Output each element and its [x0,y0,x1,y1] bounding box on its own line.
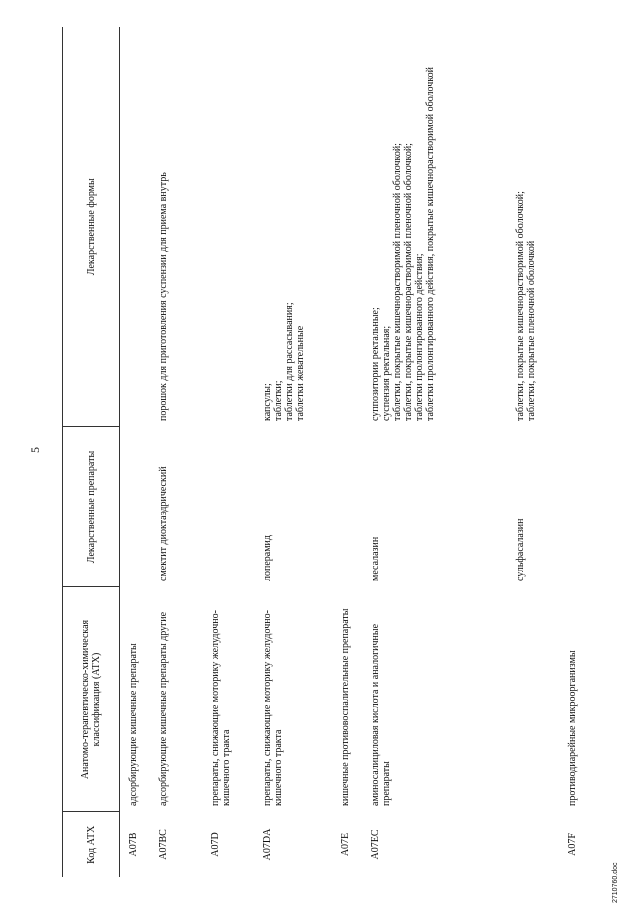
header-forms: Лекарственные формы [63,27,120,427]
table-row [262,27,340,877]
table-row [515,27,567,877]
table-row [340,27,370,877]
row-classification: адсорбирующие кишечные препараты [128,643,139,806]
row-code: A07DA [262,828,273,861]
row-drug [120,427,159,587]
row-classification: кишечные противовоспалительные препараты [340,608,351,806]
header-code: Код АТХ [63,812,120,877]
row-code: A07F [567,833,578,856]
document-footer-id: 2710760.doc [612,862,619,903]
row-forms [210,27,262,427]
row-drug [210,427,262,587]
table-header-row [63,27,120,877]
row-code: A07D [210,832,221,857]
row-code: A07EC [370,829,381,860]
table-row [120,27,159,877]
row-code: A07B [128,832,139,857]
row-classification: препараты, снижающие моторику желудочно-кишечного тракта [210,610,232,806]
row-classification: адсорбирующие кишечные препараты другие [158,611,169,806]
row-forms [340,27,370,427]
row-drug: месалазин [370,536,381,581]
row-classification: препараты, снижающие моторику желудочно-кишечного тракта [262,610,284,806]
page-number: 5 [28,447,42,453]
row-drug: смектит диоктаэдрический [158,466,169,581]
row-drug [567,427,597,587]
row-classification [515,587,567,812]
table-row [370,27,515,877]
row-forms: суппозитории ректальные; суспензия ректальная; таблетки, покрытые кишечнорастворимой пленочной оболочкой; таблетки, покрытые кишечнорастворимой пленочной оболочкой; таблетки пролонгированного действия; таблетки пролонгированного действия, покрытые кишечнорастворимой оболочкой [370,66,436,421]
atx-table [62,27,597,877]
row-forms [567,27,597,427]
row-forms: таблетки, покрытые кишечнорастворимой оболочкой; таблетки, покрытые пленочной оболочкой [515,191,537,421]
table-row [567,27,597,877]
row-drug: сульфасалазин [515,518,526,581]
table-row [158,27,210,877]
header-drugs: Лекарственные препараты [63,427,120,587]
row-drug: лоперамид [262,535,273,581]
row-forms: капсулы; таблетки; таблетки для рассасывания; таблетки жевательные [262,302,306,421]
row-forms: порошок для приготовления суспензии для приема внутрь [158,172,169,421]
header-classification: Анатомо-терапевтическо-химическая классификация (АТХ) [63,587,120,812]
row-classification: противодиарейные микроорганизмы [567,650,578,806]
row-code [515,812,567,877]
row-forms [120,27,159,427]
table-row [210,27,262,877]
row-classification: аминосалициловая кислота и аналогичные препараты [370,623,392,806]
row-drug [340,427,370,587]
row-code: A07E [340,832,351,857]
row-code: A07BC [158,829,169,860]
